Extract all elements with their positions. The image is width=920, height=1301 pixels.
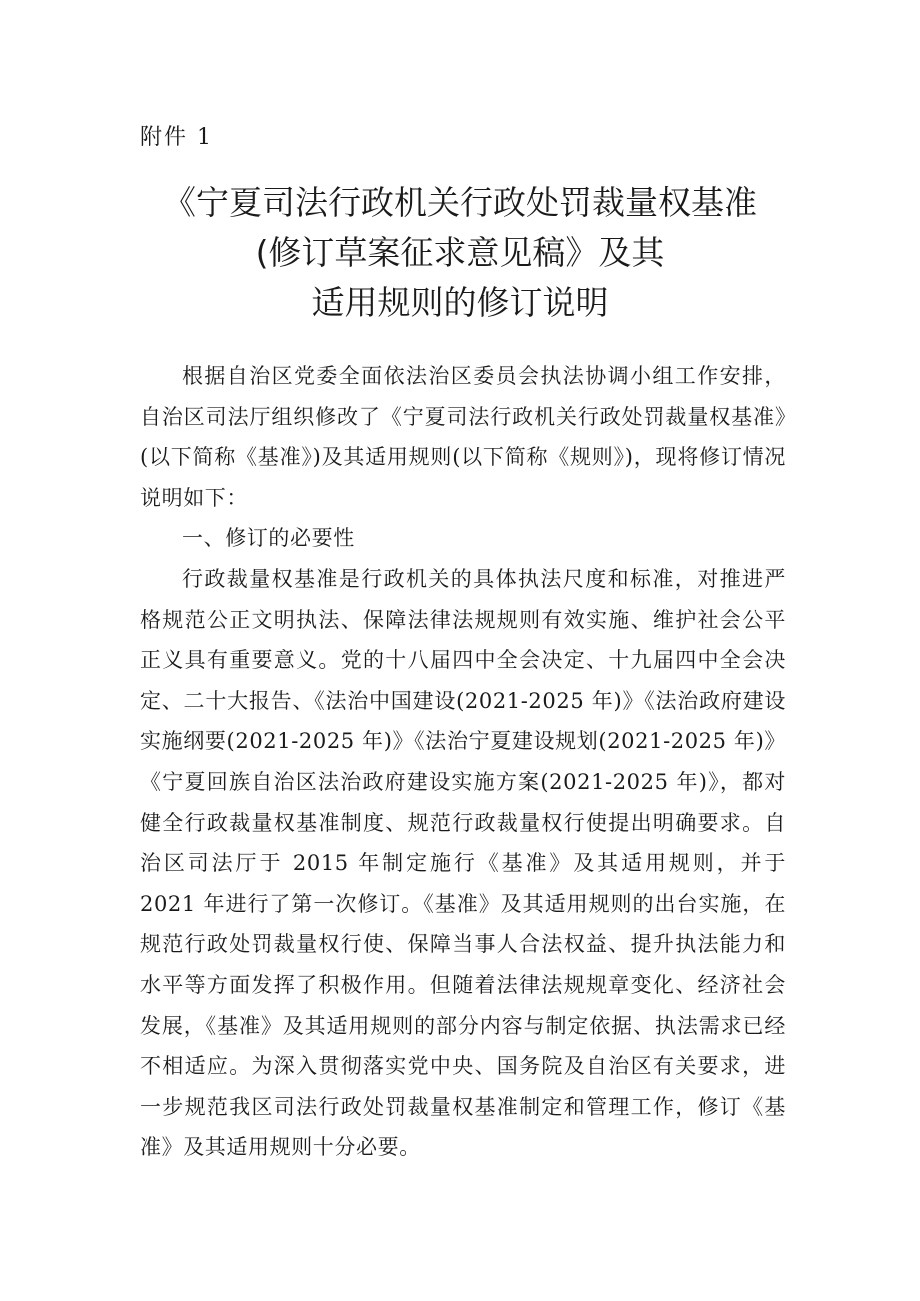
attachment-label: 附件 1	[140, 125, 213, 150]
title-line-1: 《宁夏司法行政机关行政处罚裁量权基准	[163, 183, 757, 222]
title-line-3: 适用规则的修订说明	[311, 283, 609, 322]
section-paragraph: 行政裁量权基准是行政机关的具体执法尺度和标准，对推进严格规范公正文明执法、保障法律法规规则有效实施、维护社会公平正义具有重要意义。党的十八届四中全会决定、十九届四中全会决定、二十大报告、《法治中国建设(2021-2025 年)》《法治政府建设实施纲要(2021-2025 年)》《法治宁夏建设规划(2021-2025 年)》《宁夏回族自治区法治政府建设实施方案(2021-2025 年)》，都对健全行政裁量权基准制度、规范行政裁量权行使提出明确要求。自治区司法厅于 2015 年制定施行《基准》及其适用规则，并于 2021 年进行了第一次修订。《基准》及其适用规则的出台实施，在规范行政处罚裁量权行使、保障当事人合法权益、提升执法能力和水平等方面发挥了积极作用。但随着法律法规规章变化、经济社会发展，《基准》及其适用规则的部分内容与制定依据、执法需求已经不相适应。为深入贯彻落实党中央、国务院及自治区有关要求，进一步规范我区司法行政处罚裁量权基准制定和管理工作，修订《基准》及其适用规则十分必要。	[140, 566, 786, 1160]
intro-paragraph: 根据自治区党委全面依法治区委员会执法协调小组工作安排，自治区司法厅组织修改了《宁夏司法行政机关行政处罚裁量权基准》(以下简称《基准》)及其适用规则(以下简称《规则》)，现将修订情况说明如下：	[140, 364, 786, 510]
document-title	[120, 178, 800, 328]
section-heading: 一、修订的必要性	[182, 526, 355, 551]
document-body	[140, 356, 786, 1168]
title-line-2: (修订草案征求意见稿》及其	[255, 233, 665, 272]
